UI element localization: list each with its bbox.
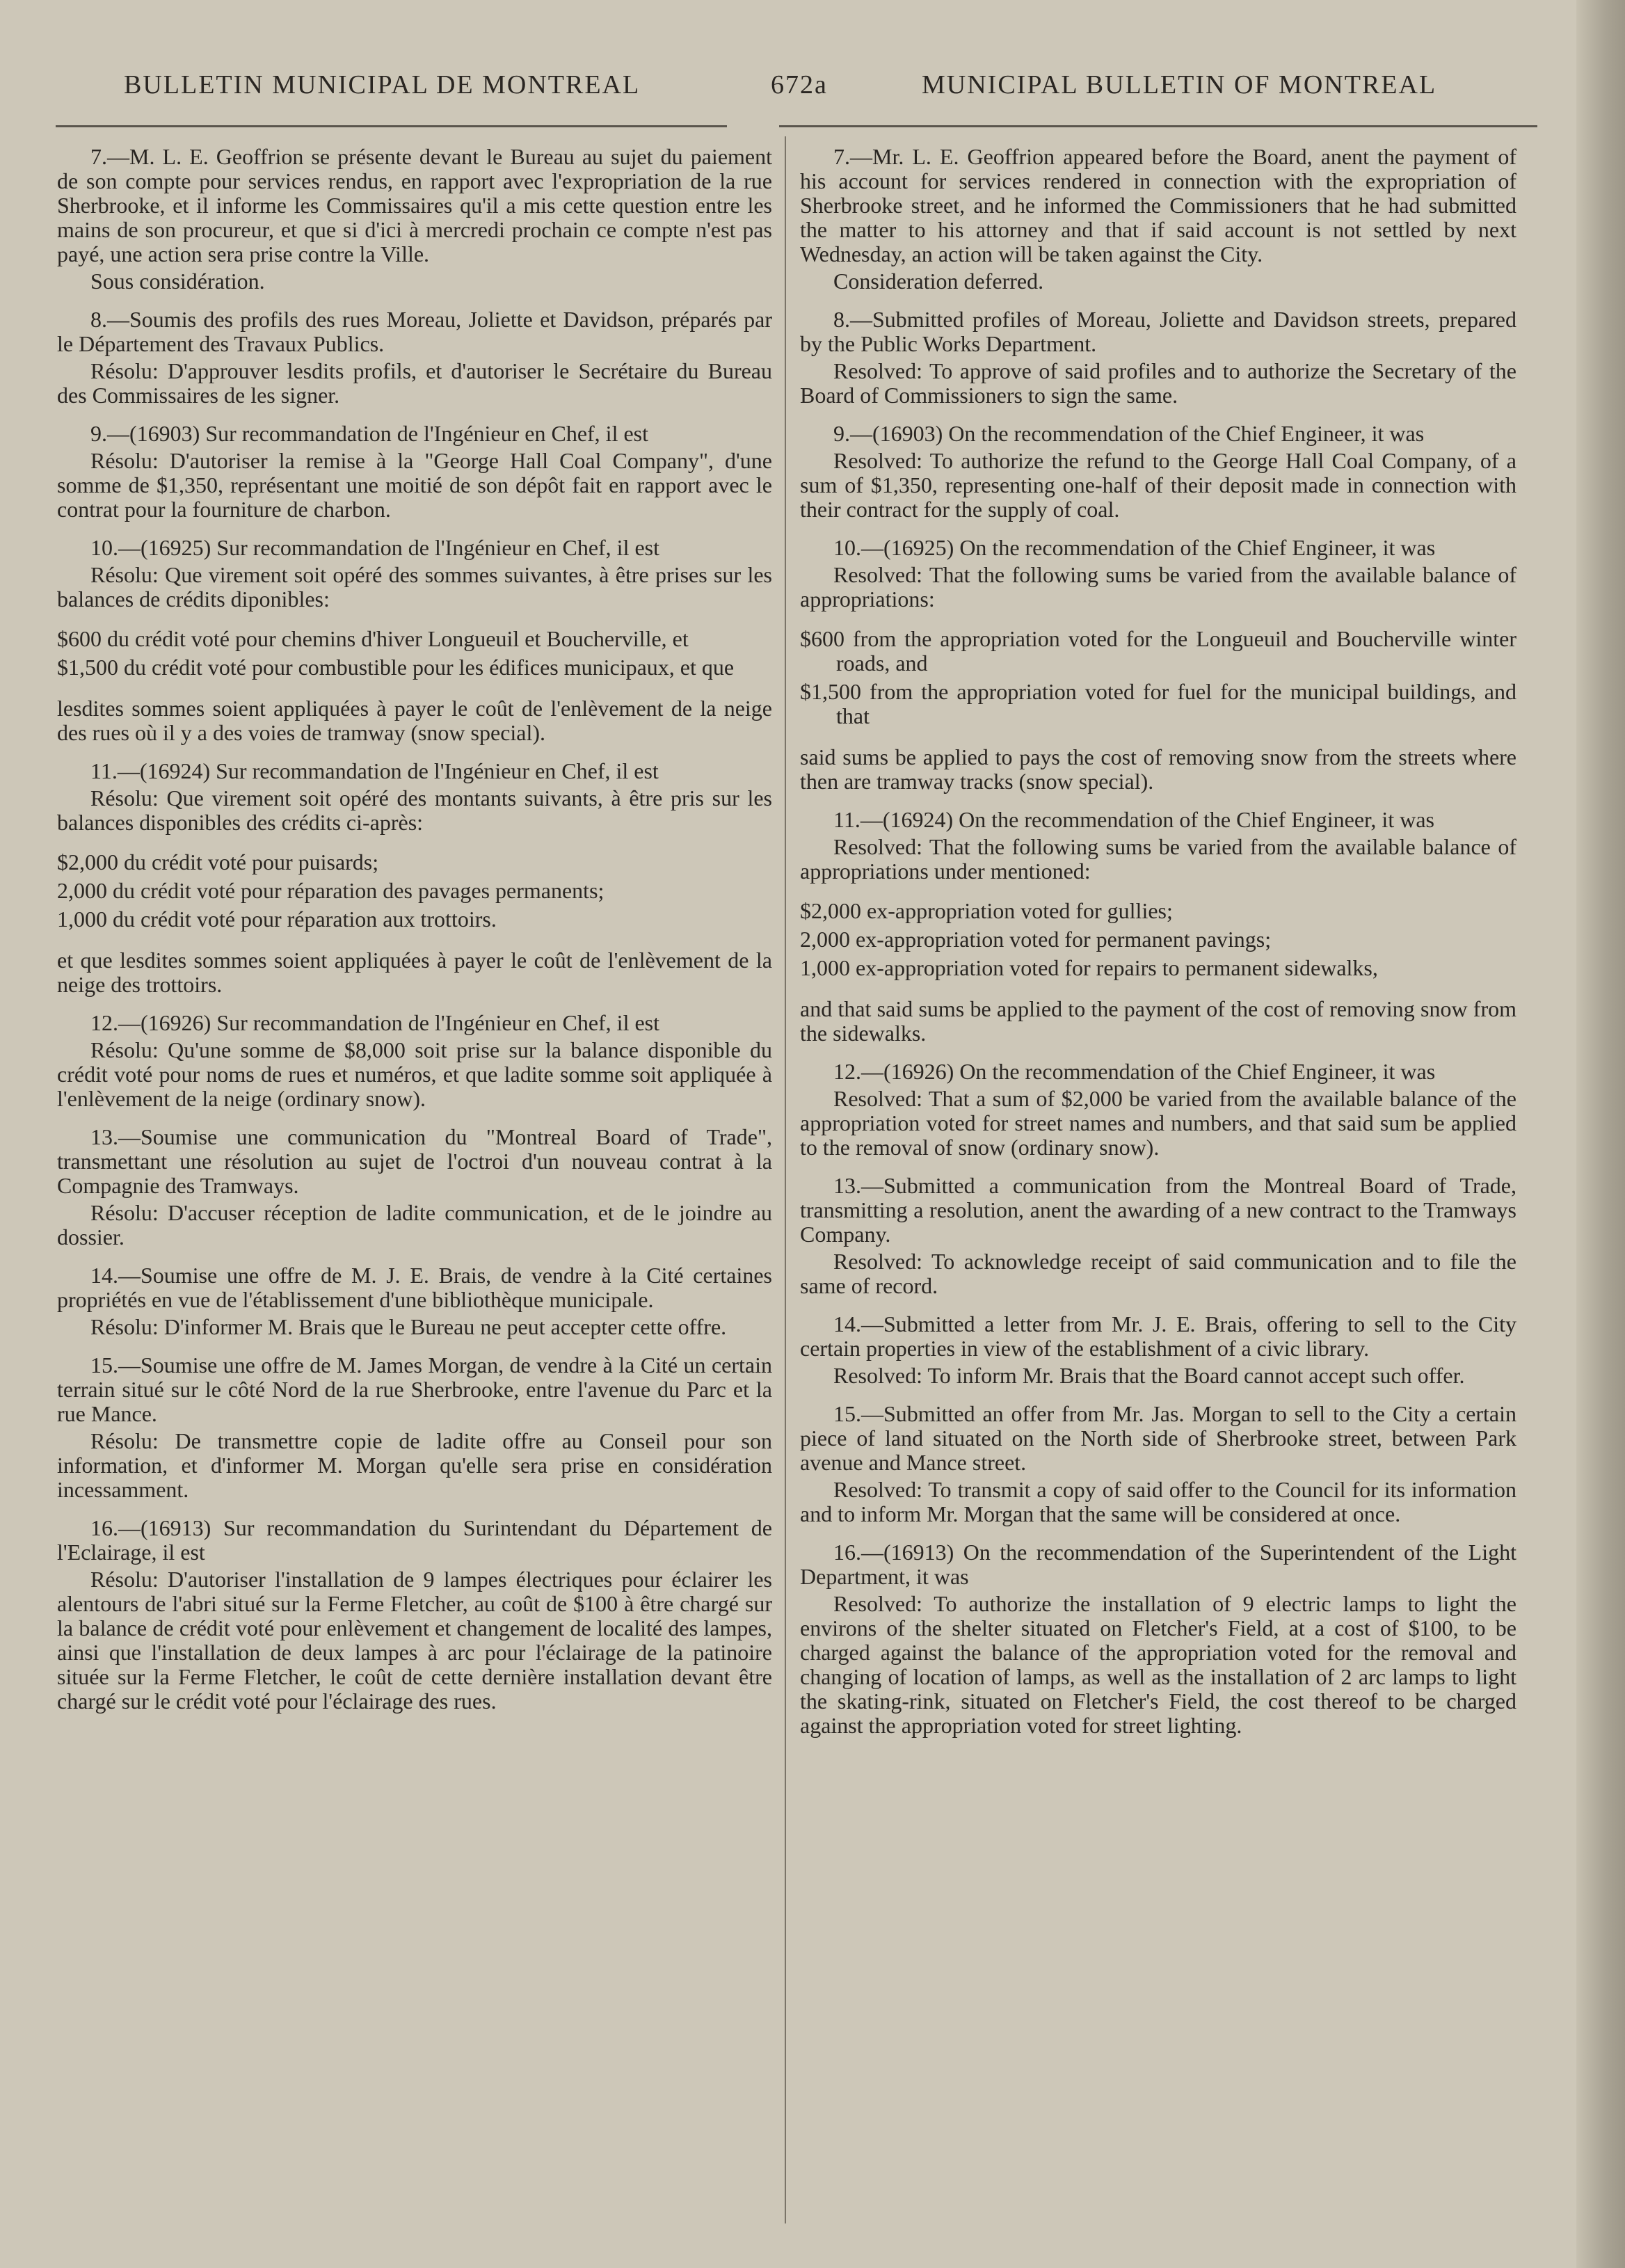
item-continuation: et que lesdites sommes soient appliquées à payer le coût de l'enlèvement de la neige des trottoirs.	[57, 948, 772, 997]
item-15-en	[800, 1402, 1516, 1526]
resolution-text: Résolu: D'informer M. Brais que le Bureau ne peut accepter cette offre.	[90, 1314, 727, 1339]
item-text: 10.—(16925) On the recommendation of the Chief Engineer, it was	[833, 535, 1436, 560]
appropriation-list	[800, 627, 1516, 728]
item-8-fr	[57, 308, 772, 408]
item-8-en	[800, 308, 1516, 408]
english-column	[800, 145, 1516, 1752]
resolution-text: Résolu: D'approuver lesdits profils, et d'autoriser le Secrétaire du Bureau des Commissaires de les signer.	[57, 358, 772, 408]
list-item: $600 du crédit voté pour chemins d'hiver Longueuil et Boucherville, et	[57, 626, 689, 651]
item-text: 15.—Submitted an offer from Mr. Jas. Morgan to sell to the City a certain piece of land situated on the North side of Sherbrooke street, between Park avenue and Mance street.	[800, 1401, 1516, 1475]
list-item: 1,000 ex-appropriation voted for repairs to permanent sidewalks,	[800, 955, 1378, 980]
item-text: 10.—(16925) Sur recommandation de l'Ingénieur en Chef, il est	[90, 535, 659, 560]
resolution-text: Résolu: Que virement soit opéré des sommes suivantes, à être prises sur les balances de crédits diponibles:	[57, 562, 772, 612]
item-text: 11.—(16924) Sur recommandation de l'Ingénieur en Chef, il est	[90, 758, 659, 783]
list-item: $1,500 from the appropriation voted for fuel for the municipal buildings, and that	[800, 679, 1516, 728]
resolution-text: Resolved: To transmit a copy of said offer to the Council for its information and to inform Mr. Morgan that the same will be considered at once.	[800, 1477, 1516, 1526]
item-16-en	[800, 1540, 1516, 1738]
item-continuation: said sums be applied to pays the cost of removing snow from the streets where then are tramway tracks (snow special).	[800, 744, 1516, 794]
item-text: 14.—Submitted a letter from Mr. J. E. Brais, offering to sell to the City certain properties in view of the establishment of a civic library.	[800, 1311, 1516, 1361]
item-text: 12.—(16926) On the recommendation of the Chief Engineer, it was	[833, 1059, 1436, 1084]
resolution-text: Resolved: To authorize the installation of 9 electric lamps to light the environs of the shelter situated on Fletcher's Field, at a cost of $100, to be charged against the balance of the appropriation voted for the removal and changing of location of lamps, as well as the installation of 2 arc lamps to light the skating-rink, situated on Fletcher's Field, the cost thereof to be charged against the appropriation voted for street lighting.	[800, 1591, 1516, 1738]
column-divider	[785, 136, 786, 2223]
item-text: 7.—M. L. E. Geoffrion se présente devant le Bureau au sujet du paiement de son compte pour services rendus, en rapport avec l'expropriation de la rue Sherbrooke, et il informe les Commissaires qu'il a mis cette question entre les mains de son procureur, et que si d'ici à mercredi prochain ce compte n'est pas payé, une action sera prise contre la Ville.	[57, 144, 772, 266]
resolution-text: Resolved: That the following sums be varied from the available balance of appropriations under mentioned:	[800, 834, 1516, 884]
item-continuation: lesdites sommes soient appliquées à payer le coût de l'enlèvement de la neige des rues où il y a des voies de tramway (snow special).	[57, 696, 772, 745]
page-number: 672a	[771, 70, 828, 99]
item-text: 7.—Mr. L. E. Geoffrion appeared before the Board, anent the payment of his account for services rendered in connection with the expropriation of Sherbrooke street, and he informed the Commissioners that he had submitted the matter to his attorney and that if said account is not settled by next Wednesday, an action will be taken against the City.	[800, 144, 1516, 266]
item-text: 8.—Submitted profiles of Moreau, Joliette and Davidson streets, prepared by the Public Works Department.	[800, 307, 1516, 356]
item-text: 16.—(16913) On the recommendation of the Superintendent of the Light Department, it was	[800, 1540, 1516, 1589]
item-9-fr	[57, 422, 772, 522]
item-11-fr	[57, 759, 772, 997]
resolution-text: Resolved: That a sum of $2,000 be varied from the available balance of the appropriation voted for street names and numbers, and that said sum be applied to the removal of snow (ordinary snow).	[800, 1086, 1516, 1160]
item-14-fr	[57, 1263, 772, 1339]
item-12-fr	[57, 1011, 772, 1111]
item-9-en	[800, 422, 1516, 522]
item-text: 12.—(16926) Sur recommandation de l'Ingénieur en Chef, il est	[90, 1010, 659, 1035]
item-16-fr	[57, 1516, 772, 1714]
resolution-text: Résolu: D'autoriser l'installation de 9 lampes électriques pour éclairer les alentours de l'abri situé sur la Ferme Fletcher, au coût de $100 à être chargé sur la balance de crédit voté pour enlèvement et changement de localité des lampes, ainsi que l'installation de deux lampes à arc pour l'éclairage de la patinoire située sur la Ferme Fletcher, le coût de cette dernière installation devant être chargé sur le crédit voté pour l'éclairage des rues.	[57, 1567, 772, 1714]
resolution-text: Consideration deferred.	[833, 269, 1044, 294]
item-text: 9.—(16903) On the recommendation of the Chief Engineer, it was	[833, 421, 1425, 446]
item-10-en	[800, 536, 1516, 794]
item-text: 13.—Submitted a communication from the Montreal Board of Trade, transmitting a resolution, anent the awarding of a new contract to the Tramways Company.	[800, 1173, 1516, 1247]
resolution-text: Resolved: To approve of said profiles and to authorize the Secretary of the Board of Commissioners to sign the same.	[800, 358, 1516, 408]
item-15-fr	[57, 1353, 772, 1502]
resolution-text: Résolu: De transmettre copie de ladite offre au Conseil pour son information, et d'informer M. Morgan qu'elle sera prise en considération incessamment.	[57, 1428, 772, 1502]
list-item: 2,000 du crédit voté pour réparation des pavages permanents;	[57, 878, 605, 903]
item-text: 9.—(16903) Sur recommandation de l'Ingénieur en Chef, il est	[90, 421, 648, 446]
item-12-en	[800, 1060, 1516, 1160]
appropriation-list	[57, 850, 772, 932]
header-title-french: BULLETIN MUNICIPAL DE MONTREAL	[124, 70, 641, 99]
item-7-fr	[57, 145, 772, 294]
list-item: 2,000 ex-appropriation voted for permanent pavings;	[800, 927, 1272, 952]
resolution-text: Sous considération.	[90, 269, 265, 294]
header-title-english: MUNICIPAL BULLETIN OF MONTREAL	[922, 70, 1437, 99]
item-text: 15.—Soumise une offre de M. James Morgan, de vendre à la Cité un certain terrain situé sur le côté Nord de la rue Sherbrooke, entre l'avenue du Parc et la rue Mance.	[57, 1352, 772, 1426]
item-11-en	[800, 808, 1516, 1046]
resolution-text: Résolu: Qu'une somme de $8,000 soit prise sur la balance disponible du crédit voté pour noms de rues et numéros, et que ladite somme soit appliquée à l'enlèvement de la neige (ordinary snow).	[57, 1037, 772, 1111]
resolution-text: Resolved: To acknowledge receipt of said communication and to file the same of record.	[800, 1249, 1516, 1298]
resolution-text: Résolu: Que virement soit opéré des montants suivants, à être pris sur les balances disponibles des crédits ci-après:	[57, 785, 772, 835]
list-item: 1,000 du crédit voté pour réparation aux trottoirs.	[57, 907, 497, 932]
header-rule-left	[56, 125, 727, 127]
item-text: 11.—(16924) On the recommendation of the Chief Engineer, it was	[833, 807, 1434, 832]
appropriation-list	[800, 899, 1516, 980]
resolution-text: Resolved: That the following sums be varied from the available balance of appropriations:	[800, 562, 1516, 612]
list-item: $600 from the appropriation voted for the Longueuil and Boucherville winter roads, and	[800, 626, 1516, 676]
appropriation-list	[57, 627, 772, 680]
list-item: $1,500 du crédit voté pour combustible pour les édifices municipaux, et que	[57, 655, 735, 680]
item-text: 16.—(16913) Sur recommandation du Surintendant du Département de l'Eclairage, il est	[57, 1515, 772, 1565]
header-rule-right	[779, 125, 1537, 127]
item-7-en	[800, 145, 1516, 294]
page-edge-shadow	[1576, 0, 1625, 2268]
item-text: 13.—Soumise une communication du "Montreal Board of Trade", transmettant une résolution au sujet de l'octroi d'un nouveau contrat à la Compagnie des Tramways.	[57, 1124, 772, 1198]
item-10-fr	[57, 536, 772, 745]
french-column	[57, 145, 772, 1727]
resolution-text: Resolved: To authorize the refund to the George Hall Coal Company, of a sum of $1,350, representing one-half of their deposit made in connection with their contract for the supply of coal.	[800, 448, 1516, 522]
item-text: 8.—Soumis des profils des rues Moreau, Joliette et Davidson, préparés par le Département des Travaux Publics.	[57, 307, 772, 356]
resolution-text: Résolu: D'autoriser la remise à la "George Hall Coal Company", d'une somme de $1,350, représentant une moitié de son dépôt fait en rapport avec le contrat pour la fourniture de charbon.	[57, 448, 772, 522]
resolution-text: Resolved: To inform Mr. Brais that the Board cannot accept such offer.	[833, 1363, 1465, 1388]
list-item: $2,000 du crédit voté pour puisards;	[57, 849, 379, 875]
item-continuation: and that said sums be applied to the payment of the cost of removing snow from the sidewalks.	[800, 996, 1516, 1046]
list-item: $2,000 ex-appropriation voted for gullies;	[800, 898, 1173, 923]
item-13-en	[800, 1174, 1516, 1298]
item-13-fr	[57, 1125, 772, 1249]
item-text: 14.—Soumise une offre de M. J. E. Brais, de vendre à la Cité certaines propriétés en vue de l'établissement d'une bibliothèque municipale.	[57, 1263, 772, 1312]
resolution-text: Résolu: D'accuser réception de ladite communication, et de le joindre au dossier.	[57, 1200, 772, 1249]
page-header	[0, 70, 1625, 111]
item-14-en	[800, 1312, 1516, 1388]
